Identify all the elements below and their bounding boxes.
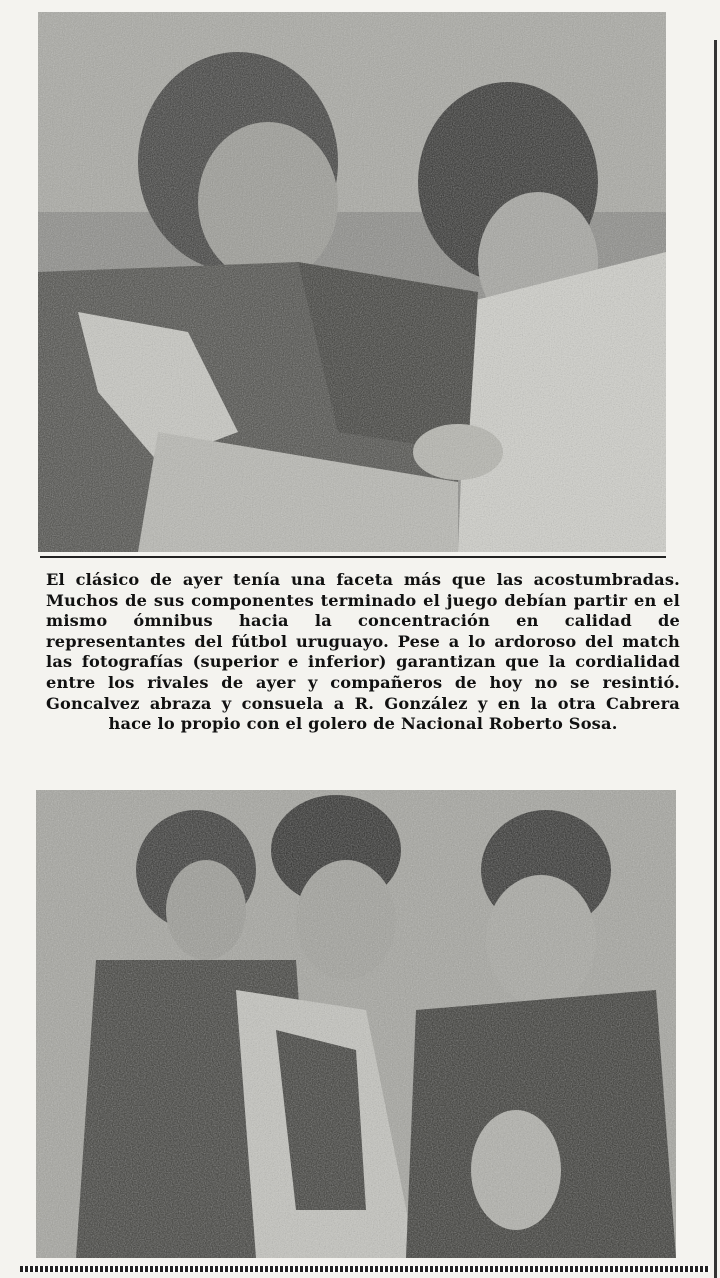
page-edge bbox=[714, 40, 717, 1278]
bottom-photo bbox=[36, 790, 676, 1258]
bottom-border-strip bbox=[20, 1266, 710, 1272]
top-photo-graphic bbox=[38, 12, 666, 552]
photo-caption: El clásico de ayer tenía una faceta más que las acostumbradas. Muchos de sus componentes terminado el juego debían partir en el mismo ómnibus hacia la concentración en calidad de representantes del fútbol uruguayo. Pese a lo ardoroso del match las fotografías (superior e inferior) garantizan que la cordialidad entre los rivales de ayer y compañeros de hoy no se resintió. Goncalvez abraza y consuela a R. González y en la otra Cabrera hace lo propio con el golero de Nacional Roberto Sosa. bbox=[46, 570, 680, 734]
top-photo bbox=[38, 12, 666, 552]
top-photo-underline bbox=[40, 556, 666, 558]
bottom-photo-graphic bbox=[36, 790, 676, 1258]
